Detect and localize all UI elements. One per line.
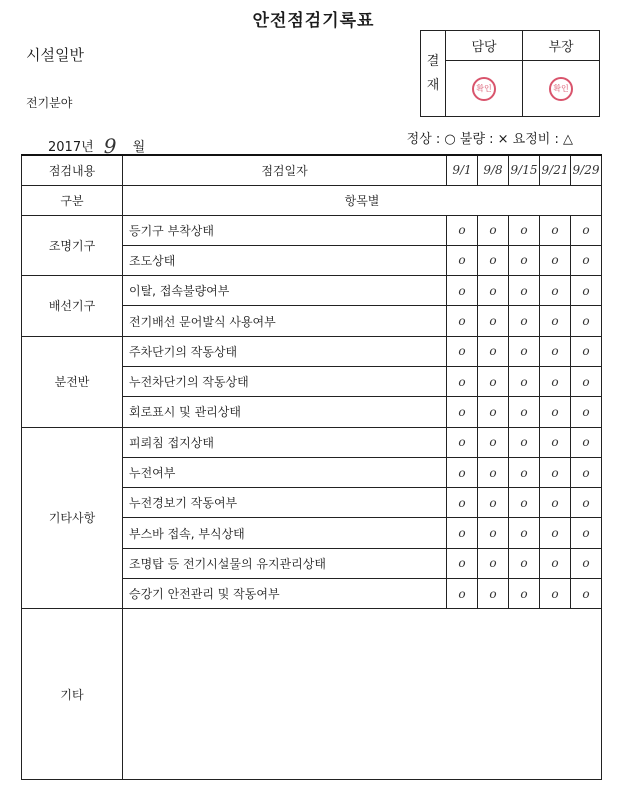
check-mark: o xyxy=(509,457,540,487)
check-mark: o xyxy=(447,336,478,366)
check-mark: o xyxy=(571,488,602,518)
check-mark: o xyxy=(447,457,478,487)
category-cell: 분전반 xyxy=(22,336,123,427)
check-mark: o xyxy=(447,488,478,518)
check-mark: o xyxy=(540,488,571,518)
inspection-date xyxy=(48,132,145,156)
check-mark: o xyxy=(540,276,571,306)
check-mark: o xyxy=(478,518,509,548)
check-mark: o xyxy=(478,366,509,396)
check-mark: o xyxy=(509,518,540,548)
check-mark: o xyxy=(571,427,602,457)
item-label: 전기배선 문어발식 사용여부 xyxy=(123,306,447,336)
check-mark: o xyxy=(540,366,571,396)
check-mark: o xyxy=(509,366,540,396)
check-mark: o xyxy=(509,276,540,306)
check-mark: o xyxy=(478,245,509,275)
check-mark: o xyxy=(509,427,540,457)
check-mark: o xyxy=(509,215,540,245)
check-mark: o xyxy=(447,215,478,245)
approval-col-manager: 부장 xyxy=(523,31,600,61)
check-mark: o xyxy=(509,336,540,366)
check-mark: o xyxy=(509,548,540,578)
check-mark: o xyxy=(447,518,478,548)
facility-label: 시설일반 xyxy=(26,46,84,64)
item-label: 이탈, 접속불량여부 xyxy=(123,276,447,306)
category-cell: 기타사항 xyxy=(22,427,123,609)
month-suffix: 월 xyxy=(132,140,146,155)
approval-slot-manager xyxy=(523,61,600,117)
year-label: 2017년 xyxy=(48,140,94,155)
check-mark: o xyxy=(540,579,571,609)
check-mark: o xyxy=(571,215,602,245)
check-mark: o xyxy=(478,488,509,518)
check-mark: o xyxy=(447,397,478,427)
header-content: 점검내용 xyxy=(22,155,123,185)
date-cell: 9/21 xyxy=(540,155,571,185)
check-mark: o xyxy=(571,579,602,609)
other-notes-area xyxy=(123,609,602,780)
item-label: 주차단기의 작동상태 xyxy=(123,336,447,366)
item-label: 회로표시 및 관리상태 xyxy=(123,397,447,427)
item-label: 승강기 안전관리 및 작동여부 xyxy=(123,579,447,609)
item-label: 누전여부 xyxy=(123,457,447,487)
check-mark: o xyxy=(540,245,571,275)
item-label: 누전경보기 작동여부 xyxy=(123,488,447,518)
check-mark: o xyxy=(447,579,478,609)
date-cell: 9/29 xyxy=(571,155,602,185)
header-date: 점검일자 xyxy=(123,155,447,185)
check-mark: o xyxy=(447,427,478,457)
date-cell: 9/8 xyxy=(478,155,509,185)
check-mark: o xyxy=(571,276,602,306)
check-mark: o xyxy=(447,245,478,275)
check-mark: o xyxy=(540,306,571,336)
status-legend: 정상 : ○ 불량 : × 요정비 : △ xyxy=(406,132,573,147)
category-cell: 배선기구 xyxy=(22,276,123,337)
category-cell: 조명기구 xyxy=(22,215,123,276)
other-label: 기타 xyxy=(22,609,123,780)
check-mark: o xyxy=(571,366,602,396)
inspection-table xyxy=(21,154,602,780)
approval-slot-charge xyxy=(446,61,523,117)
check-mark: o xyxy=(571,548,602,578)
check-mark: o xyxy=(571,245,602,275)
check-mark: o xyxy=(571,306,602,336)
date-cell: 9/15 xyxy=(509,155,540,185)
check-mark: o xyxy=(540,548,571,578)
check-mark: o xyxy=(540,518,571,548)
check-mark: o xyxy=(478,306,509,336)
check-mark: o xyxy=(509,397,540,427)
month-value: 9 xyxy=(103,134,117,158)
check-mark: o xyxy=(478,276,509,306)
check-mark: o xyxy=(447,366,478,396)
approval-box xyxy=(420,30,600,117)
stamp-icon: 확인 xyxy=(472,77,496,101)
check-mark: o xyxy=(540,336,571,366)
item-label: 조도상태 xyxy=(123,245,447,275)
check-mark: o xyxy=(571,397,602,427)
check-mark: o xyxy=(509,579,540,609)
check-mark: o xyxy=(540,427,571,457)
check-mark: o xyxy=(478,427,509,457)
check-mark: o xyxy=(478,397,509,427)
field-label: 전기분야 xyxy=(26,96,73,110)
table-row xyxy=(22,215,602,245)
stamp-icon: 확인 xyxy=(549,77,573,101)
subheader-category: 구분 xyxy=(22,185,123,215)
check-mark: o xyxy=(540,215,571,245)
check-mark: o xyxy=(478,548,509,578)
item-label: 조명탑 등 전기시설물의 유지관리상태 xyxy=(123,548,447,578)
item-label: 피뢰침 접지상태 xyxy=(123,427,447,457)
check-mark: o xyxy=(447,306,478,336)
check-mark: o xyxy=(540,397,571,427)
check-mark: o xyxy=(571,518,602,548)
item-label: 부스바 접속, 부식상태 xyxy=(123,518,447,548)
check-mark: o xyxy=(478,579,509,609)
check-mark: o xyxy=(478,336,509,366)
page-title: 안전점검기록표 xyxy=(252,11,375,31)
check-mark: o xyxy=(571,336,602,366)
check-mark: o xyxy=(509,306,540,336)
table-row xyxy=(22,276,602,306)
check-mark: o xyxy=(571,457,602,487)
approval-side-label: 결 재 xyxy=(421,31,446,117)
table-row xyxy=(22,336,602,366)
check-mark: o xyxy=(478,457,509,487)
check-mark: o xyxy=(509,488,540,518)
check-mark: o xyxy=(447,276,478,306)
check-mark: o xyxy=(478,215,509,245)
subheader-items: 항목별 xyxy=(123,185,602,215)
check-mark: o xyxy=(447,548,478,578)
table-row xyxy=(22,427,602,457)
check-mark: o xyxy=(540,457,571,487)
date-cell: 9/1 xyxy=(447,155,478,185)
item-label: 누전차단기의 작동상태 xyxy=(123,366,447,396)
other-row xyxy=(22,609,602,780)
check-mark: o xyxy=(509,245,540,275)
approval-col-charge: 담당 xyxy=(446,31,523,61)
item-label: 등기구 부착상태 xyxy=(123,215,447,245)
